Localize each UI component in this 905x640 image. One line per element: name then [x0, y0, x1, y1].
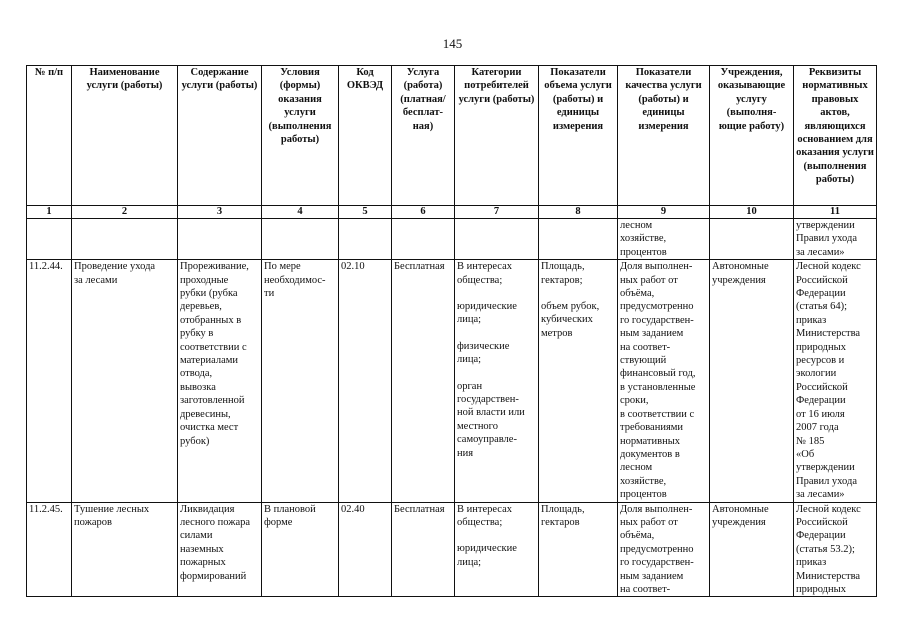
text-line: гектаров;	[541, 274, 583, 286]
text-line: Министерства	[796, 570, 861, 582]
text-line: процентов	[620, 489, 667, 501]
text-line: приказ	[796, 314, 827, 326]
text-line	[457, 367, 536, 380]
text-line: природных	[796, 583, 846, 595]
text-line: Автономные	[712, 503, 769, 515]
column-number-row	[27, 206, 877, 219]
header-cell: Условия (формы) оказания услуги (выполнения работы)	[262, 66, 339, 206]
text-line: Лесной кодекс	[796, 261, 861, 273]
text-line: В плановой	[264, 503, 316, 515]
quality-indicators	[618, 502, 710, 597]
header-cell: № п/п	[27, 66, 72, 206]
text-line: заготовленной	[180, 395, 245, 407]
text-line: отвода,	[180, 368, 213, 380]
text-line: (статья 53.2);	[796, 543, 855, 555]
legal-acts	[794, 260, 877, 502]
text-line: лица;	[457, 556, 482, 568]
column-number: 5	[339, 206, 392, 219]
text-line: общества;	[457, 516, 503, 528]
text-line: учреждения	[712, 274, 766, 286]
text-line: очистка мест	[180, 422, 239, 434]
text-line: проходные	[180, 274, 229, 286]
text-line: местного	[457, 420, 498, 432]
header-cell: Показатели объема услуги (работы) и единицы измерения	[539, 66, 618, 206]
text-line: Доля выполнен-	[620, 261, 693, 273]
text-line: ной власти или	[457, 407, 525, 419]
header-cell: Показатели качества услуги (работы) и единицы измерения	[618, 66, 710, 206]
institutions	[710, 260, 794, 502]
volume-indicators	[539, 260, 618, 502]
text-line: Российской	[796, 516, 848, 528]
text-line	[457, 529, 536, 542]
text-line: ти	[264, 288, 275, 300]
text-line: ным заданием	[620, 328, 684, 340]
text-line: финансовый год,	[620, 368, 696, 380]
table-row	[27, 260, 877, 502]
text-line: силами	[180, 530, 213, 542]
text-line: природных	[796, 341, 846, 353]
text-line: хозяйстве,	[620, 233, 667, 245]
volume-indicators	[539, 502, 618, 597]
text-line: объёма,	[620, 530, 655, 542]
text-line: учреждения	[712, 516, 766, 528]
column-number: 3	[178, 206, 262, 219]
text-line: предусмотренно	[620, 543, 694, 555]
service-conditions	[262, 502, 339, 597]
text-line: Правил ухода	[796, 233, 857, 245]
text-line: утверждении	[796, 462, 855, 474]
text-line: ресурсов и	[796, 355, 845, 367]
text-line: в соответствии с	[620, 408, 695, 420]
text-line: государствен-	[457, 394, 519, 406]
text-line: метров	[541, 327, 573, 339]
text-line: утверждении	[796, 220, 855, 231]
text-line: самоуправле-	[457, 434, 517, 446]
consumer-categories	[455, 502, 539, 597]
row-number: 11.2.44.	[27, 260, 72, 502]
paid-status: Бесплатная	[392, 260, 455, 502]
header-cell: Содержание услуги (работы)	[178, 66, 262, 206]
text-line: ния	[457, 447, 474, 459]
text-line: го государствен-	[620, 557, 694, 569]
consumer-categories	[455, 260, 539, 502]
text-line	[541, 287, 615, 300]
text-line: Доля выполнен-	[620, 503, 693, 515]
text-line: требованиями	[620, 422, 684, 434]
text-line: юридические	[457, 543, 517, 555]
paid-status: Бесплатная	[392, 502, 455, 597]
service-content	[178, 260, 262, 502]
header-row	[27, 66, 877, 206]
row-number: 11.2.45.	[27, 502, 72, 597]
legal-acts	[794, 502, 877, 597]
text-line: от 16 июля	[796, 408, 845, 420]
text-line: Площадь,	[541, 503, 585, 515]
service-name	[72, 502, 178, 597]
service-name	[72, 260, 178, 502]
text-line: предусмотренно	[620, 301, 694, 313]
continuation-quality	[618, 219, 710, 260]
text-line: орган	[457, 380, 483, 392]
text-line: Правил ухода	[796, 475, 857, 487]
text-line: Федерации	[796, 395, 846, 407]
text-line: «Об	[796, 448, 815, 460]
column-number: 6	[392, 206, 455, 219]
column-number: 11	[794, 206, 877, 219]
text-line: Автономные	[712, 261, 769, 273]
text-line: лица;	[457, 314, 482, 326]
institutions	[710, 502, 794, 597]
text-line: вывозка	[180, 381, 216, 393]
header-cell: Категории потребителей услуги (работы)	[455, 66, 539, 206]
text-line: Ликвидация	[180, 503, 235, 515]
text-line: материалами	[180, 355, 238, 367]
text-line: Федерации	[796, 530, 846, 542]
text-line: Площадь,	[541, 261, 585, 273]
text-line: юридические	[457, 301, 517, 313]
text-line: лесного пожара	[180, 516, 251, 528]
text-line: кубических	[541, 314, 593, 326]
header-cell: Наименование услуги (работы)	[72, 66, 178, 206]
text-line: гектаров	[541, 516, 580, 528]
quality-indicators	[618, 260, 710, 502]
text-line: 2007 года	[796, 422, 839, 434]
text-line: По мере	[264, 261, 301, 273]
service-conditions	[262, 260, 339, 502]
text-line: необходимос-	[264, 274, 326, 286]
text-line: объёма,	[620, 288, 655, 300]
text-line: деревьев,	[180, 301, 222, 313]
text-line: рубок)	[180, 435, 210, 447]
text-line: ным заданием	[620, 570, 684, 582]
text-line: (статья 64);	[796, 301, 848, 313]
text-line: го государствен-	[620, 314, 694, 326]
okved-code: 02.40	[339, 502, 392, 597]
column-number: 1	[27, 206, 72, 219]
table-row	[27, 502, 877, 597]
text-line: лесном	[620, 462, 653, 474]
text-line: Прореживание,	[180, 261, 249, 273]
column-number: 10	[710, 206, 794, 219]
continuation-row	[27, 219, 877, 260]
text-line: Лесной кодекс	[796, 503, 861, 515]
column-number: 2	[72, 206, 178, 219]
text-line: процентов	[620, 246, 667, 258]
column-number: 4	[262, 206, 339, 219]
okved-code: 02.10	[339, 260, 392, 502]
column-number: 8	[539, 206, 618, 219]
text-line: лесном	[620, 220, 653, 231]
text-line: приказ	[796, 557, 827, 569]
text-line: Российской	[796, 274, 848, 286]
text-line: сроки,	[620, 395, 649, 407]
text-line: рубки (рубка	[180, 288, 238, 300]
text-line: в установленные	[620, 381, 696, 393]
text-line: № 185	[796, 435, 825, 447]
header-cell: Реквизиты нормативных правовых актов, являющихся основанием для оказания услуги (выполнения работы)	[794, 66, 877, 206]
text-line: отобранных в	[180, 314, 242, 326]
text-line: пожаров	[74, 516, 112, 528]
text-line: объем рубок,	[541, 301, 600, 313]
text-line: физические	[457, 340, 510, 352]
text-line: экологии	[796, 368, 837, 380]
text-line: хозяйстве,	[620, 475, 667, 487]
column-number: 9	[618, 206, 710, 219]
text-line: нормативных	[620, 435, 681, 447]
text-line: за лесами»	[796, 489, 845, 501]
text-line: на соответ-	[620, 583, 671, 595]
text-line	[457, 287, 536, 300]
text-line: лица;	[457, 354, 482, 366]
text-line: пожарных	[180, 557, 226, 569]
header-cell: Услуга (работа) (платная/ бесплат- ная)	[392, 66, 455, 206]
column-number: 7	[455, 206, 539, 219]
text-line: общества;	[457, 274, 503, 286]
text-line: ных работ от	[620, 516, 678, 528]
text-line	[457, 327, 536, 340]
text-line: В интересах	[457, 503, 512, 515]
service-content	[178, 502, 262, 597]
text-line: за лесами	[74, 274, 118, 286]
text-line: Проведение ухода	[74, 261, 156, 273]
text-line: за лесами»	[796, 246, 845, 258]
header-cell: Учреждения, оказывающие услугу (выполня- ющие работу)	[710, 66, 794, 206]
text-line: Российской	[796, 381, 848, 393]
text-line: наземных	[180, 543, 224, 555]
text-line: соответствии с	[180, 341, 247, 353]
text-line: рубку в	[180, 328, 214, 340]
text-line: Федерации	[796, 288, 846, 300]
text-line: В интересах	[457, 261, 512, 273]
text-line: документов в	[620, 448, 680, 460]
text-line: ных работ от	[620, 274, 678, 286]
text-line: формирований	[180, 570, 247, 582]
services-table	[26, 65, 877, 597]
header-cell: Код ОКВЭД	[339, 66, 392, 206]
text-line: ствующий	[620, 355, 667, 367]
page-number: 145	[442, 36, 463, 51]
text-line: древесины,	[180, 408, 231, 420]
text-line: на соответ-	[620, 341, 671, 353]
text-line: Министерства	[796, 328, 861, 340]
text-line: Тушение лесных	[74, 503, 150, 515]
text-line: форме	[264, 516, 293, 528]
continuation-acts	[794, 219, 877, 260]
